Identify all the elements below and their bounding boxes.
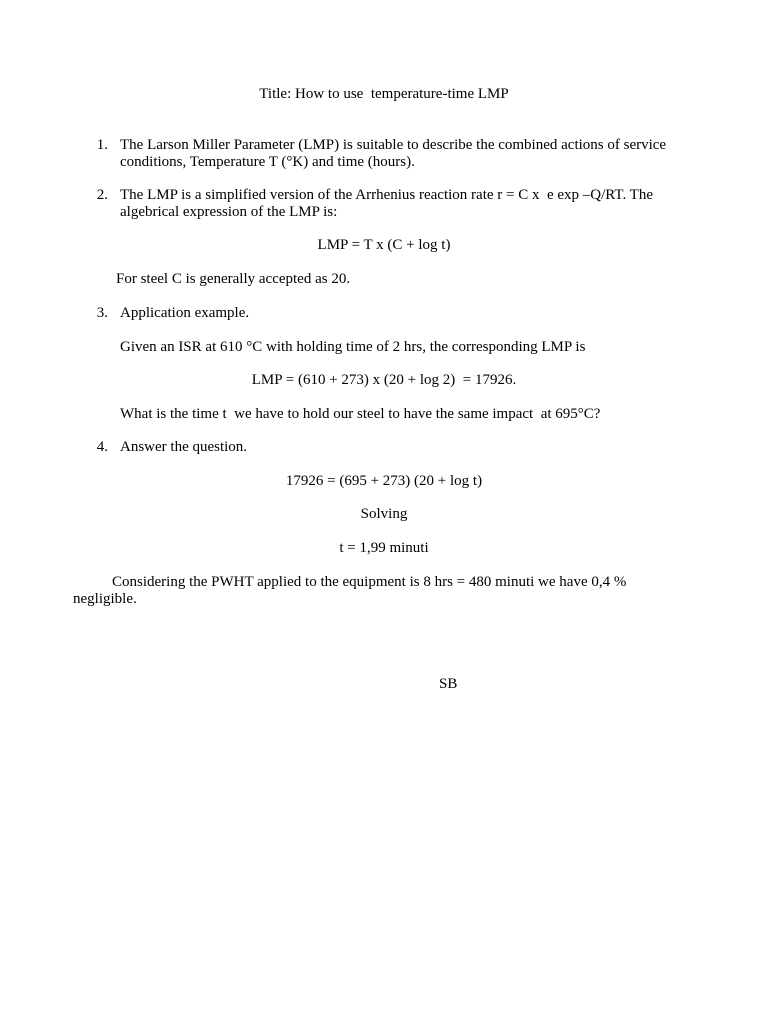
paragraph-line: The Larson Miller Parameter (LMP) is suitable to describe the combined actions of service: [120, 137, 667, 153]
list-item-number: 4.: [96, 439, 108, 455]
paragraph-line: The LMP is a simplified version of the Arrhenius reaction rate r = C x e exp –Q/RT. The: [120, 187, 653, 203]
note-text: For steel C is generally accepted as 20.: [116, 271, 351, 287]
list-item-number: 2.: [96, 187, 108, 203]
paragraph-line: Considering the PWHT applied to the equipment is 8 hrs = 480 minuti we have 0,4 %: [112, 574, 627, 590]
given-text: Given an ISR at 610 °C with holding time of 2 hrs, the corresponding LMP is: [120, 339, 586, 355]
equation: 17926 = (695 + 273) (20 + log t): [285, 473, 483, 489]
document-title: Title: How to use temperature-time LMP: [259, 86, 509, 102]
paragraph-line: conditions, Temperature T (°K) and time (hours).: [120, 154, 415, 170]
signature: SB: [439, 676, 458, 692]
question-text: What is the time t we have to hold our steel to have the same impact at 695°C?: [120, 406, 601, 422]
paragraph-line: negligible.: [73, 591, 137, 607]
paragraph-line: Application example.: [120, 305, 250, 321]
list-item-number: 1.: [96, 137, 108, 153]
formula: LMP = (610 + 273) x (20 + log 2) = 17926.: [251, 372, 517, 388]
paragraph-line: algebrical expression of the LMP is:: [120, 204, 338, 220]
solving-label: Solving: [360, 506, 408, 522]
paragraph-line: Answer the question.: [120, 439, 248, 455]
formula: LMP = T x (C + log t): [317, 237, 451, 253]
result: t = 1,99 minuti: [339, 540, 429, 556]
list-item-number: 3.: [96, 305, 108, 321]
